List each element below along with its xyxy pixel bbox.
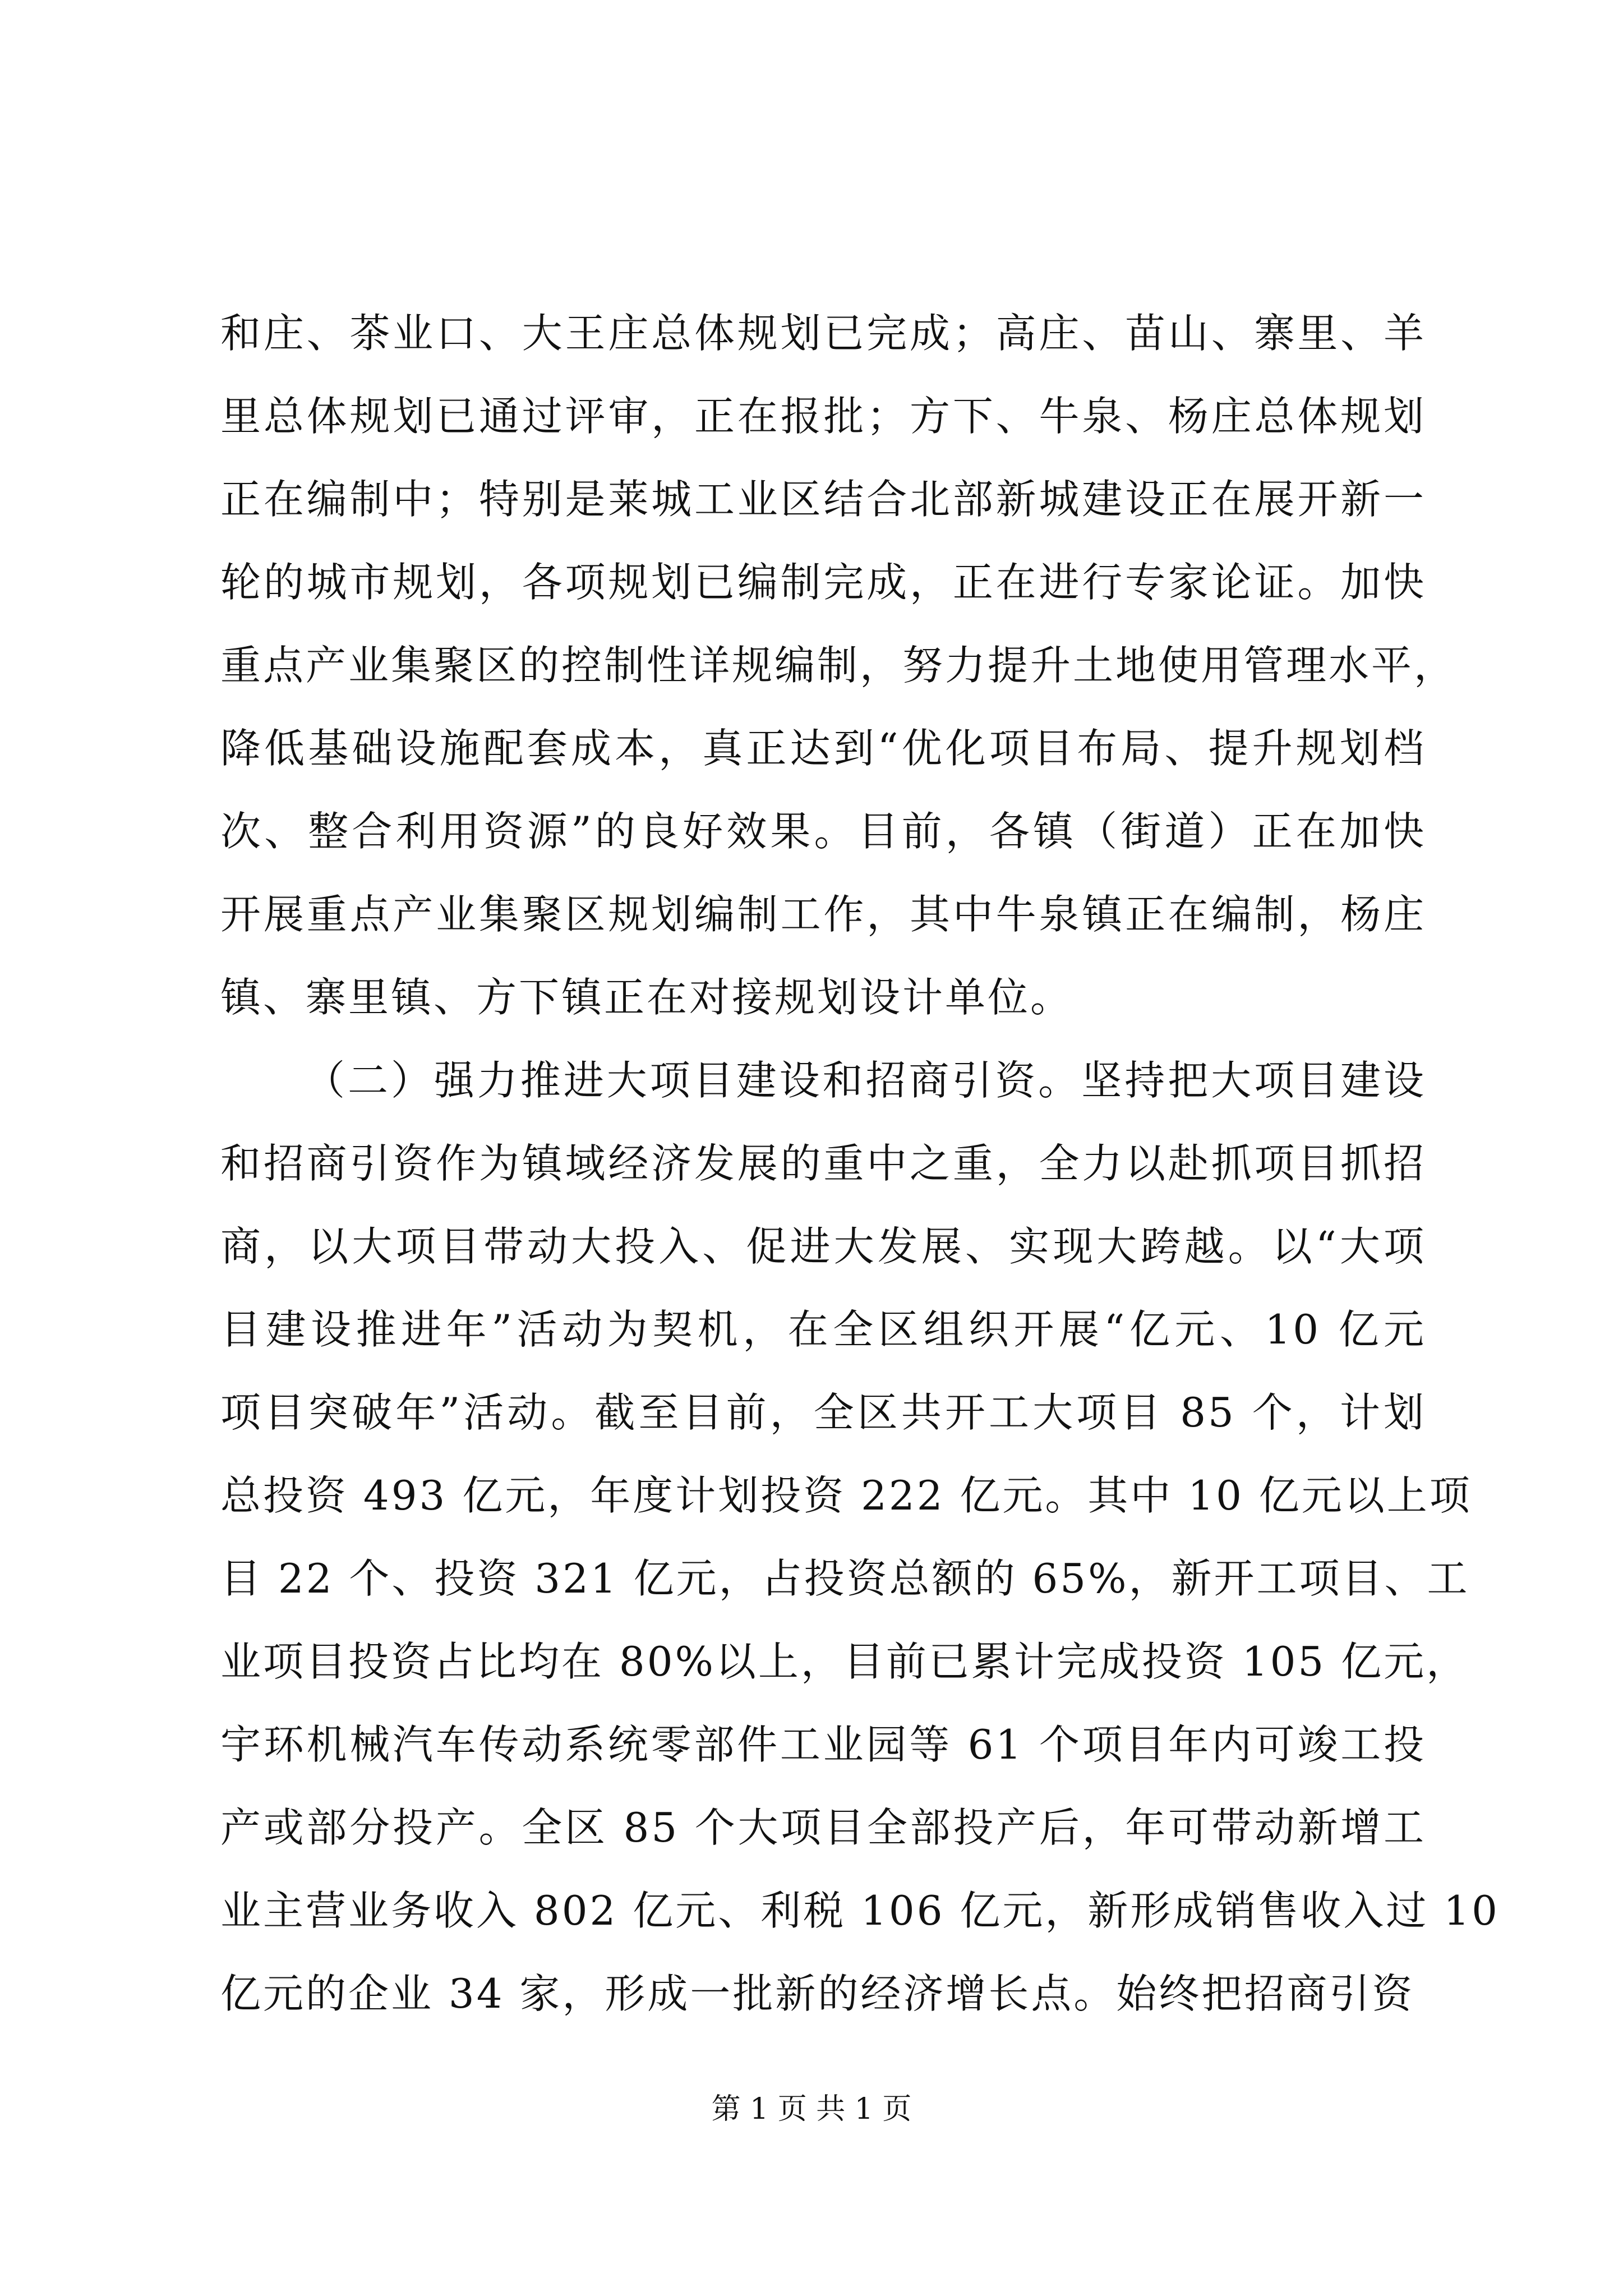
text-line: 项目突破年”活动。截至目前，全区共开工大项目 85 个，计划 — [220, 1389, 1426, 1436]
text-line: 重点产业集聚区的控制性详规编制，努力提升土地使用管理水平， — [220, 642, 1457, 689]
text-line: 业项目投资占比均在 80%以上，目前已累计完成投资 105 亿元， — [220, 1638, 1469, 1685]
text-line: 总投资 493 亿元，年度计划投资 222 亿元。其中 10 亿元以上项 — [220, 1472, 1472, 1519]
text-line: 商，以大项目带动大投入、促进大发展、实现大跨越。以“大项 — [220, 1223, 1426, 1270]
page-number-footer: 第 1 页 共 1 页 — [711, 2092, 912, 2126]
text-line: 亿元的企业 34 家，形成一批新的经济增长点。始终把招商引资 — [220, 1970, 1415, 2017]
text-line: 和庄、茶业口、大王庄总体规划已完成；高庄、苗山、寨里、羊 — [220, 310, 1426, 357]
text-line: 开展重点产业集聚区规划编制工作，其中牛泉镇正在编制，杨庄 — [220, 891, 1426, 938]
text-line: 次、整合利用资源”的良好效果。目前，各镇（街道）正在加快 — [220, 808, 1426, 855]
text-line: 里总体规划已通过评审，正在报批；方下、牛泉、杨庄总体规划 — [220, 393, 1426, 440]
document-body — [220, 292, 1500, 2035]
text-line: 正在编制中；特别是莱城工业区结合北部新城建设正在展开新一 — [220, 476, 1426, 523]
text-line: 目建设推进年”活动为契机，在全区组织开展“亿元、10 亿元 — [220, 1306, 1426, 1353]
text-line: 轮的城市规划，各项规划已编制完成，正在进行专家论证。加快 — [220, 559, 1426, 606]
text-line: 镇、寨里镇、方下镇正在对接规划设计单位。 — [220, 974, 1073, 1021]
text-line: 目 22 个、投资 321 亿元，占投资总额的 65%，新开工项目、工 — [220, 1555, 1470, 1602]
text-line: 宇环机械汽车传动系统零部件工业园等 61 个项目年内可竣工投 — [220, 1721, 1426, 1768]
text-line: 降低基础设施配套成本，真正达到“优化项目布局、提升规划档 — [220, 725, 1426, 772]
section-heading-line: （二）强力推进大项目建设和招商引资。坚持把大项目建设 — [305, 1057, 1426, 1104]
text-line: 业主营业务收入 802 亿元、利税 106 亿元，新形成销售收入过 10 — [220, 1887, 1500, 1934]
text-line: 和招商引资作为镇域经济发展的重中之重，全力以赴抓项目抓招 — [220, 1140, 1426, 1187]
text-line: 产或部分投产。全区 85 个大项目全部投产后，年可带动新增工 — [220, 1804, 1426, 1851]
